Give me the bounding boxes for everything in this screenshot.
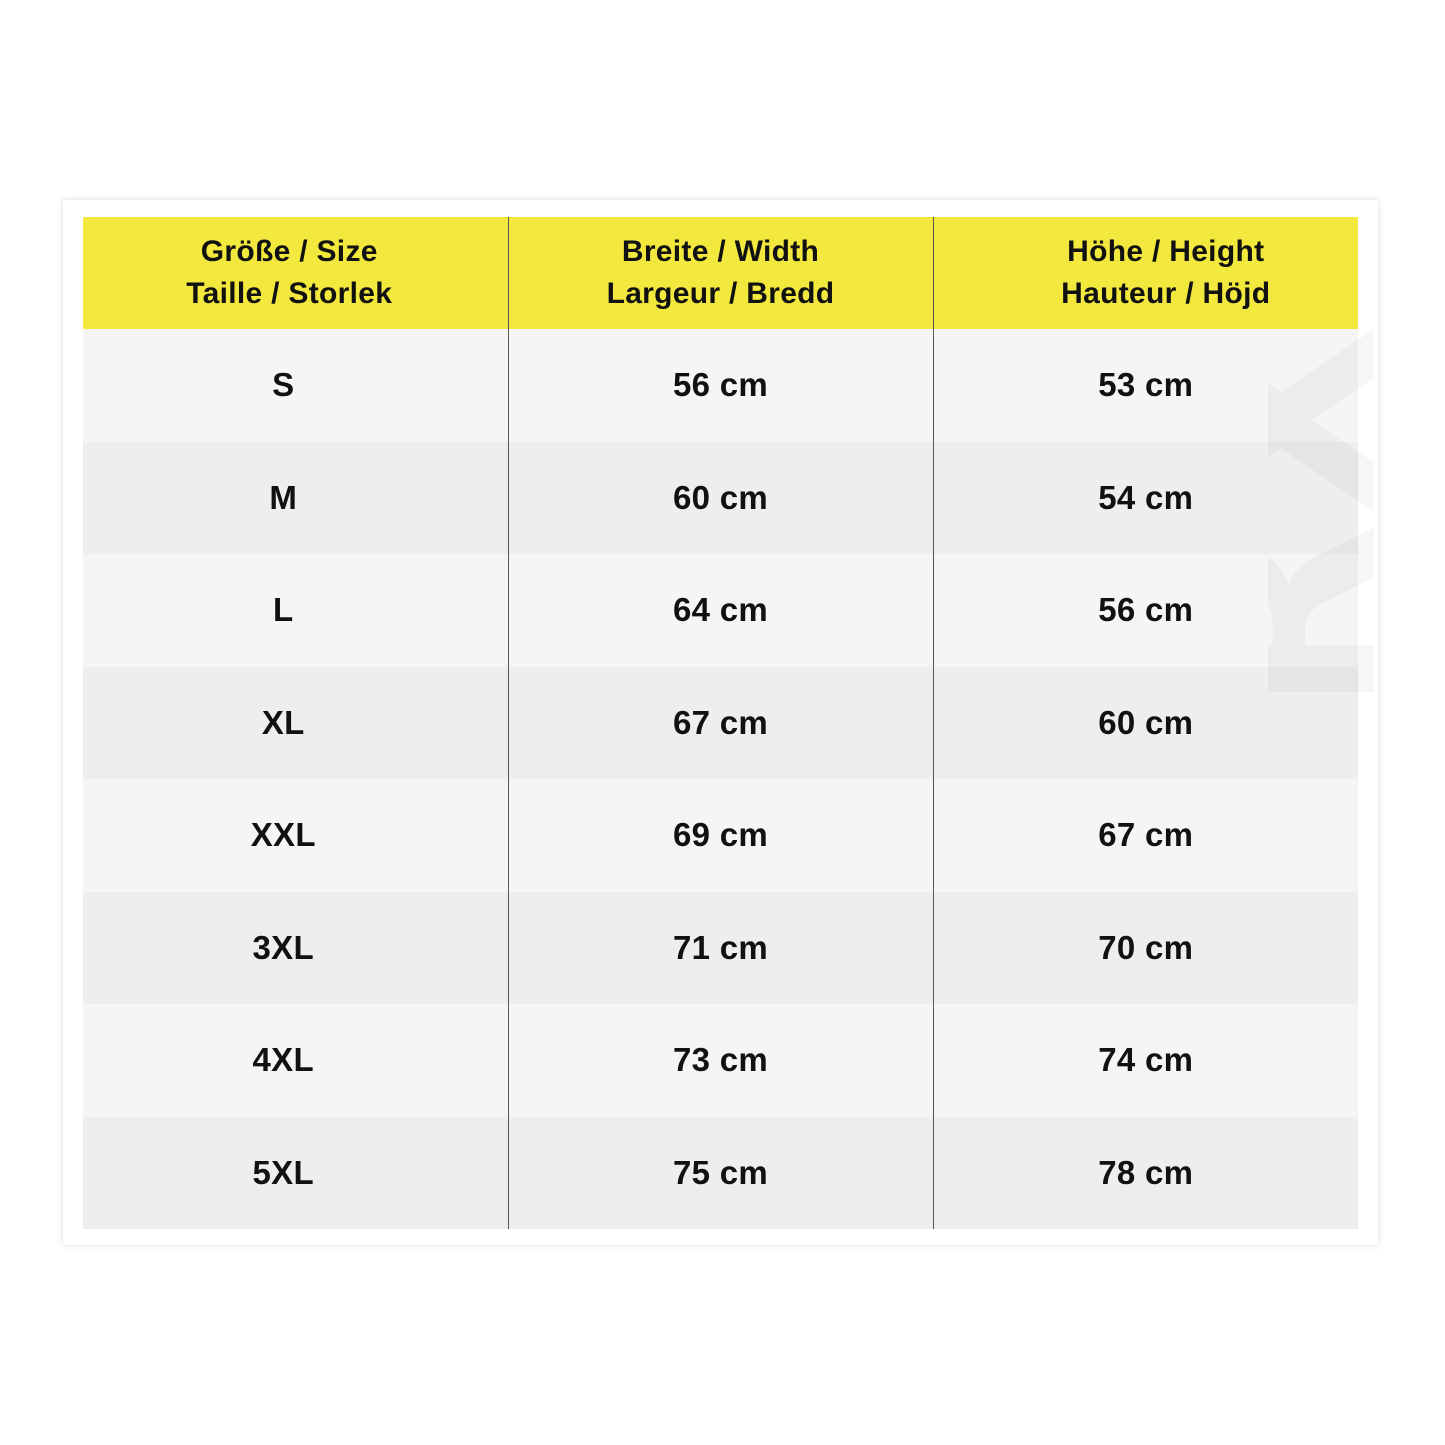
width-cell: 75 cm [508,1117,933,1230]
table-row [83,329,1358,442]
width-cell: 60 cm [508,442,933,555]
header-size-line2: Taille / Storlek [186,277,393,310]
height-cell: 60 cm [933,667,1358,780]
table-row [83,779,1358,892]
header-row [83,217,1358,329]
table-row [83,554,1358,667]
header-width-line1: Breite / Width [621,235,820,268]
table-row [83,442,1358,555]
height-cell: 70 cm [933,892,1358,1005]
header-height [933,217,1358,329]
size-cell: 4XL [83,1004,508,1117]
width-cell: 67 cm [508,667,933,780]
size-cell: M [83,442,508,555]
height-cell: 78 cm [933,1117,1358,1230]
height-cell: 53 cm [933,329,1358,442]
size-cell: XL [83,667,508,780]
table-row [83,1004,1358,1117]
width-cell: 71 cm [508,892,933,1005]
width-cell: 56 cm [508,329,933,442]
width-cell: 73 cm [508,1004,933,1117]
table-row [83,1117,1358,1230]
table-row [83,667,1358,780]
header-height-line1: Höhe / Height [1067,235,1265,268]
height-cell: 54 cm [933,442,1358,555]
size-cell: 5XL [83,1117,508,1230]
table-row [83,892,1358,1005]
size-cell: S [83,329,508,442]
header-size-line1: Größe / Size [200,235,378,268]
size-cell: 3XL [83,892,508,1005]
height-cell: 56 cm [933,554,1358,667]
size-table [83,217,1358,1229]
header-height-line2: Hauteur / Höjd [1061,277,1271,310]
table-body [83,329,1358,1229]
height-cell: 74 cm [933,1004,1358,1117]
size-cell: XXL [83,779,508,892]
header-width-line2: Largeur / Bredd [606,277,835,310]
table-header [83,217,1358,329]
width-cell: 64 cm [508,554,933,667]
width-cell: 69 cm [508,779,933,892]
header-width [508,217,933,329]
size-cell: L [83,554,508,667]
height-cell: 67 cm [933,779,1358,892]
header-size [83,217,508,329]
